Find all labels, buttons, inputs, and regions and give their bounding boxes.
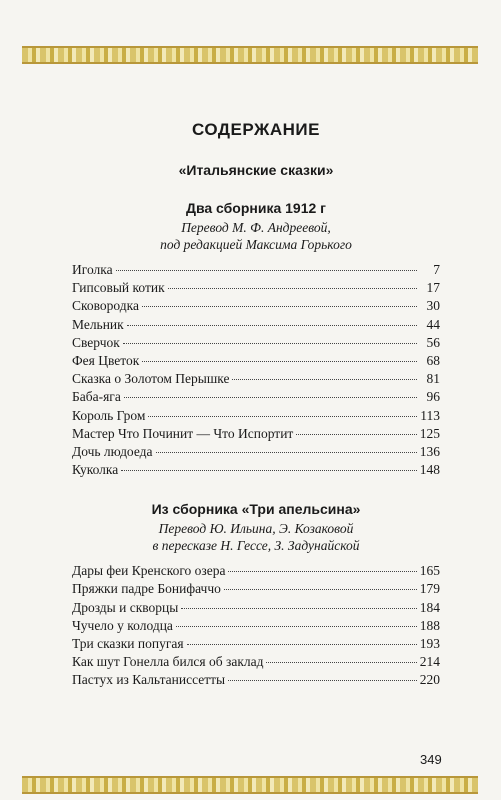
entry-title: Дочь людоеда (72, 443, 153, 459)
entry-title: Дары феи Кренского озера (72, 563, 226, 579)
leader-dots (116, 270, 417, 271)
toc-entry[interactable] (72, 279, 440, 297)
entry-page: 136 (419, 443, 440, 459)
credit-line: Перевод Ю. Ильина, Э. Козаковой (158, 521, 354, 537)
entry-page: 148 (419, 462, 440, 478)
entry-page: 193 (419, 636, 440, 651)
entry-page: 30 (426, 298, 440, 314)
toc-list (72, 562, 440, 689)
entry-title: Пряжки падре Бонифаччо (72, 581, 221, 597)
leader-dots (228, 680, 417, 681)
entry-title: Король Гром (72, 407, 146, 423)
leader-dots (176, 626, 417, 627)
entry-title: Иголка (72, 262, 113, 277)
credit-line: под редакцией Максима Горького (160, 237, 352, 252)
entry-title: Фея Цветок (72, 352, 140, 368)
entry-title: Баба-яга (72, 389, 121, 405)
credit-line: Перевод М. Ф. Андреевой, (181, 220, 331, 235)
page-number: 349 (420, 752, 442, 767)
entry-title: Куколка (72, 462, 119, 478)
toc-entry[interactable] (72, 370, 440, 388)
toc-entry[interactable] (72, 425, 440, 443)
leader-dots (127, 325, 417, 326)
leader-dots (168, 288, 417, 289)
toc-entry[interactable] (72, 352, 440, 370)
toc-entry[interactable] (72, 653, 440, 671)
entry-page: 68 (426, 352, 440, 368)
leader-dots (148, 416, 417, 417)
leader-dots (124, 397, 417, 398)
toc-entry[interactable] (72, 388, 440, 406)
leader-dots (142, 306, 417, 307)
leader-dots (224, 589, 417, 590)
entry-page: 17 (426, 280, 440, 296)
toc-entry[interactable] (72, 297, 440, 315)
toc-entry[interactable] (72, 461, 440, 479)
toc-entry[interactable] (72, 580, 440, 598)
credit-line: в пересказе Н. Гессе, З. Задунайской (152, 538, 360, 554)
entry-page: 81 (426, 371, 440, 387)
leader-dots (187, 644, 417, 645)
entry-title: Три сказки попугая (72, 636, 184, 651)
leader-dots (142, 361, 417, 362)
toc-entry[interactable] (72, 316, 440, 334)
leader-dots (156, 452, 417, 453)
entry-page: 44 (426, 316, 440, 332)
entry-page: 214 (419, 654, 440, 670)
section-title: «Итальянские сказки» (178, 162, 334, 178)
collection-title: Из сборника «Три апельсина» (151, 501, 361, 518)
entry-page: 165 (419, 563, 440, 579)
page-heading: СОДЕРЖАНИЕ (192, 120, 320, 139)
entry-title: Сверчок (72, 334, 120, 350)
entry-page: 184 (419, 599, 440, 615)
entry-page: 220 (419, 672, 440, 688)
toc-entry[interactable] (72, 334, 440, 352)
entry-page: 179 (419, 581, 440, 597)
toc-entry[interactable] (72, 261, 440, 279)
entry-page: 113 (420, 407, 440, 423)
toc-entry[interactable] (72, 617, 440, 635)
entry-page: 7 (433, 262, 440, 277)
entry-title: Пастух из Кальтаниссетты (72, 672, 226, 688)
entry-title: Чучело у колодца (72, 617, 173, 633)
entry-title: Как шут Гонелла бился об заклад (72, 654, 264, 670)
translator-credits (72, 520, 440, 554)
translator-credits (72, 219, 440, 253)
entry-page: 96 (426, 389, 440, 405)
table-of-contents (72, 120, 440, 690)
toc-entry[interactable] (72, 562, 440, 580)
entry-title: Мастер Что Починит — Что Испортит (72, 425, 294, 441)
toc-entry[interactable] (72, 599, 440, 617)
toc-entry[interactable] (72, 671, 440, 689)
entry-title: Гипсовый котик (72, 280, 165, 296)
entry-title: Сказка о Золотом Перышке (72, 371, 230, 387)
leader-dots (232, 379, 417, 380)
entry-page: 125 (419, 425, 440, 441)
leader-dots (296, 434, 416, 435)
entry-page: 188 (419, 617, 440, 633)
entry-title: Дрозды и скворцы (72, 599, 179, 615)
entry-title: Сковородка (72, 298, 139, 314)
bottom-ornament-border (22, 776, 478, 794)
toc-list (72, 261, 440, 479)
toc-entry[interactable] (72, 635, 440, 653)
collection-1 (72, 200, 440, 479)
leader-dots (228, 571, 416, 572)
toc-entry[interactable] (72, 407, 440, 425)
entry-title: Мельник (72, 316, 124, 332)
collection-2 (72, 501, 440, 689)
leader-dots (181, 608, 416, 609)
toc-entry[interactable] (72, 443, 440, 461)
collection-title: Два сборника 1912 г (185, 200, 327, 216)
leader-dots (266, 662, 416, 663)
leader-dots (123, 343, 417, 344)
leader-dots (121, 470, 416, 471)
entry-page: 56 (426, 334, 440, 350)
top-ornament-border (22, 46, 478, 64)
